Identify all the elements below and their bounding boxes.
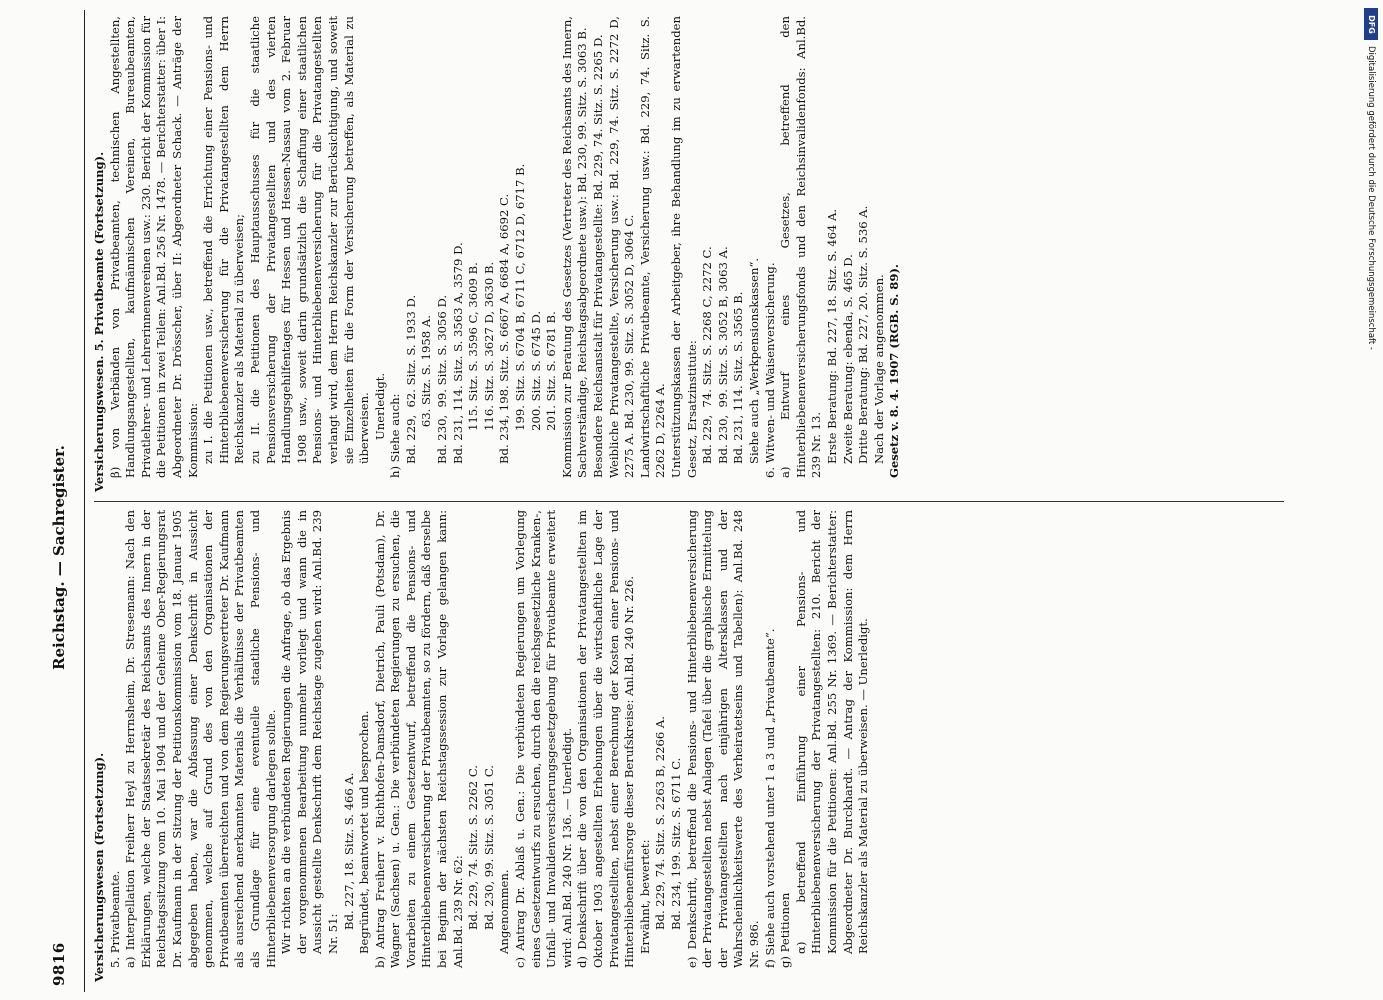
entry-line: Dritte Beratung: Bd. 227, 20. Sitz. S. 536 A. <box>856 205 871 464</box>
entry-line: e) Denkschrift, betreffend die Pensions- und Hinterbliebenenversicherung der Privatangestellten nebst Anlagen (Tafel über die graphische Ermittelung der Privatangestellten nach einjährigen Altersklassen und der Wahrscheinlichkeitswerte des Verheiratetseins und Tabellen): Anl.Bd. 248 Nr. 986. <box>684 510 761 968</box>
entry-line: Bd. 230, 99. Sitz. S. 3051 C. <box>481 765 496 930</box>
entry-line: β) von Verbänden von Privatbeamten, technischen Angestellten, Handlungsangestellten, kaufmännischen Vereinen, Bureaubeamten, Privatlehrer- und Lehrerinnenvereinen usw.: 230. Bericht der Kommission für die Petitionen in zwei Teilen: Anl.Bd. 256 Nr. 1478. — Berichterstatter: über I: Abgeordneter Dr. Drösscher, über II: Abgeordneter Schack. — Anträge der Kommission: <box>107 16 200 478</box>
entry-line: Wir richten an die verbündeten Regierungen die Anfrage, ob das Ergebnis der vorgenommenen Bearbeitung nunmehr vorliegt und wann die in Aussicht gestellte Denkschrift dem Reichstage zugehen wird: Anl.Bd. 239 Nr. 51: <box>279 510 340 954</box>
entry-line: a) Entwurf eines Gesetzes, betreffend den Hinterbliebenenversicherungsfonds und den Reichsinvalidenfonds: Anl.Bd. 239 Nr. 13. <box>778 16 824 478</box>
entry-line: Zweite Beratung: ebenda, S. 465 D. <box>840 254 855 464</box>
entry-line: zu II. die Petitionen des Hauptausschusses für die staatliche Pensionsversicherung der Privatangestellten und des vierten Handlungsgehilfentages für Hessen und Hessen-Nassau vom 2. Februar 1908 usw., soweit darin grundsätzlich die Schaffung einer staatlichen Pensions- und Hinterbliebenenversicherung für die Privatangestellten verlangt wird, dem Herrn Reichskanzler zur Berücksichtigung, und soweit sie Einzelheiten für die Form der Versicherung betreffen, als Material zu überweisen. <box>247 16 372 464</box>
left-column <box>92 510 872 982</box>
entry-line: Weibliche Privatangestellte, Versicherung usw.: Bd. 229, 74. Sitz. S. 2272 D, 2275 A. Bd. 230, 99. Sitz. S. 3052 D, 3064 C. <box>606 16 637 478</box>
entry-line: 200. Sitz. S. 6745 D. <box>528 310 543 464</box>
entry-line: Unterstützungskassen der Arbeitgeber, ihre Behandlung im zu erwartenden Gesetz, Ersatzinstitute: <box>668 16 699 478</box>
entry-line: b) Antrag Freiherr v. Richthofen-Damsdorf, Dietrich, Pauli (Potsdam), Dr. Wagner (Sachsen) u. Gen.: Die verbündeten Regierungen zu ersuchen, die Vorarbeiten zu einem Gesetzentwurf, betreffend die Pensions- und Hinterbliebenenversicherung der Privatbeamten, so zu fördern, daß derselbe bei Beginn der nächsten Reichstagssession zur Vorlage gelangen kann: Anl.Bd. 239 Nr. 62: <box>372 510 465 968</box>
entry-line: Bd. 229, 74. Sitz. S. 2268 C, 2272 C. <box>700 246 715 464</box>
entry-line: Kommission zur Beratung des Gesetzes (Vertreter des Reichsamts des Innern, Sachverständige, Reichstagsabgeordnete usw.): Bd. 230, 99. Sitz. S. 3063 B. <box>559 16 590 478</box>
right-column <box>92 16 903 492</box>
entry-line: 115. Sitz. S. 3596 C, 3609 B. <box>466 262 481 464</box>
entry-line: α) betreffend Einführung einer Pensions- und Hinterbliebenenversicherung der Privatangestellten: 210. Bericht der Kommission für die Petitionen: Anl.Bd. 255 Nr. 1369. — Berichterstatter: Abgeordneter Dr. Burckhardt. — Antrag der Kommission: dem Herrn Reichskanzler als Material zu überweisen. — Unerledigt. <box>793 510 871 954</box>
entry-line: zu I. die Petitionen usw., betreffend die Errichtung einer Pensions- und Hinterbliebenenversicherung für die Privatangestellten dem Herrn Reichskanzler als Material zu überweisen; <box>201 16 247 464</box>
entry-line: Bd. 229, 62. Sitz. S. 1933 D. <box>403 294 418 464</box>
entry-line: Erwähnt, bewertet: <box>637 839 652 954</box>
entry-line: Bd. 231, 114. Sitz. S. 3565 B. <box>731 291 746 464</box>
running-head: Reichstag. — Sachregister. <box>50 445 68 670</box>
entry-line: Erste Beratung: Bd. 227, 18. Sitz. S. 464 A. <box>824 208 839 464</box>
entry-line: d) Denkschrift über die von den Organisationen der Privatangestellten im Oktober 1903 angestellten Erhebungen über die wirtschaftliche Lage der Privatangestellten, nebst einer Berechnung der Kosten einer Pensions- und Hinterbliebenenfürsorge dieser Berufskreise: Anl.Bd. 240 Nr. 226. <box>575 510 637 968</box>
entry-line: Nach der Vorlage angenommen. <box>871 274 886 464</box>
dfg-logo <box>1364 8 1378 40</box>
entry-line: 5. Privatbeamte. <box>107 870 122 968</box>
entry-line: Bd. 230, 99. Sitz. S. 3052 B, 3063 A. <box>715 246 730 464</box>
digitization-credit-text: Digitalisierung gefördert durch die Deutsche Forschungsgemeinschaft - <box>1366 46 1376 350</box>
entry-line: 6. Witwen- und Waisenversicherung. <box>762 262 777 478</box>
entry-line: Begründet, beantwortet und besprochen. <box>357 710 372 954</box>
entry-line: a) Interpellation Freiherr Heyl zu Herrnsheim, Dr. Stresemann: Nach den Erklärungen, welche der Staatssekretär des Reichsamts des Innern in der Reichstagssitzung vom 10. Mai 1904 und der Geheime Ober-Regierungsrat Dr. Kaufmann in der Sitzung der Petitionskommission vom 18. Januar 1905 abgegeben haben, war die Abfassung einer Denkschrift in Aussicht genommen, welche auf Grund des von den Organisationen der Privatbeamten überreichten und von dem Regierungsvertreter Dr. Kaufmann als ausreichend anerkannten Materials die Verhältnisse der Privatbeamten als Grundlage für eine eventuelle staatliche Pensions- und Hinterbliebenenversorgung darlegen sollte. <box>123 510 278 968</box>
entry-line: Angenommen. <box>497 869 512 954</box>
entry-line: f) Siehe auch vorstehend unter 1 a 3 und „Privatbeamte“. <box>762 628 777 968</box>
entry-line: Versicherungswesen (Fortsetzung). <box>92 752 106 982</box>
entry-line: h) Siehe auch: <box>388 393 403 478</box>
entry-line: Bd. 227, 18. Sitz. S. 466 A. <box>341 772 356 930</box>
entry-line: 199. Sitz. S. 6704 B, 6711 C, 6712 D, 6717 B. <box>513 163 528 464</box>
entry-line: 201. Sitz. S. 6781 B. <box>544 311 559 464</box>
column-divider <box>94 501 1284 502</box>
entry-line: Versicherungswesen. 5. Privatbeamte (Fortsetzung). <box>92 151 106 492</box>
entry-line: c) Antrag Dr. Ablaß u. Gen.: Die verbündeten Regierungen um Vorlegung eines Gesetzentwurfs zu ersuchen, durch den die reichsgesetzliche Kranken-, Unfall- und Invalidenversicherungsgesetzgebung für Privatbeamte erweitert wird: Anl.Bd. 240 Nr. 136. — Unerledigt. <box>513 510 574 968</box>
entry-line: Unerledigt. <box>372 372 387 440</box>
entry-line: 63. Sitz. S. 1958 A. <box>419 315 434 464</box>
entry-line: Siehe auch „Werkpensionskassen“. <box>746 257 761 464</box>
digitization-credit <box>1364 46 1378 766</box>
entry-line: Bd. 234, 199. Sitz. S. 6711 C. <box>668 757 683 930</box>
dfg-logo-text: DFG <box>1366 14 1376 34</box>
header-rule <box>84 10 85 992</box>
entry-line: Gesetz v. 8. 4. 1907 (RGB. S. 89). <box>887 264 902 478</box>
entry-line: g) Petitionen <box>778 892 793 968</box>
entry-line: 116. Sitz. S. 3627 D, 3630 B. <box>481 261 496 464</box>
page-header <box>50 0 78 1000</box>
entry-line: Bd. 229, 74. Sitz. S. 2262 C. <box>466 765 481 930</box>
entry-line: Besondere Reichsanstalt für Privatangestellte: Bd. 229, 74. Sitz. S. 2265 D. <box>591 34 605 478</box>
entry-line: Bd. 234, 198. Sitz. S. 6667 A, 6684 A, 6692 C. <box>497 193 512 464</box>
entry-line: Bd. 231, 114. Sitz. S. 3563 A, 3579 D. <box>450 242 465 464</box>
entry-line: Landwirtschaftliche Privatbeamte, Versicherung usw.: Bd. 229, 74. Sitz. S. 2262 D, 2264 A. <box>637 16 668 478</box>
entry-line: Bd. 229, 74. Sitz. S. 2263 B, 2266 A. <box>653 716 668 930</box>
entry-line: Bd. 230, 99. Sitz. S. 3056 D. <box>435 294 450 464</box>
page-number: 9816 <box>50 942 68 986</box>
